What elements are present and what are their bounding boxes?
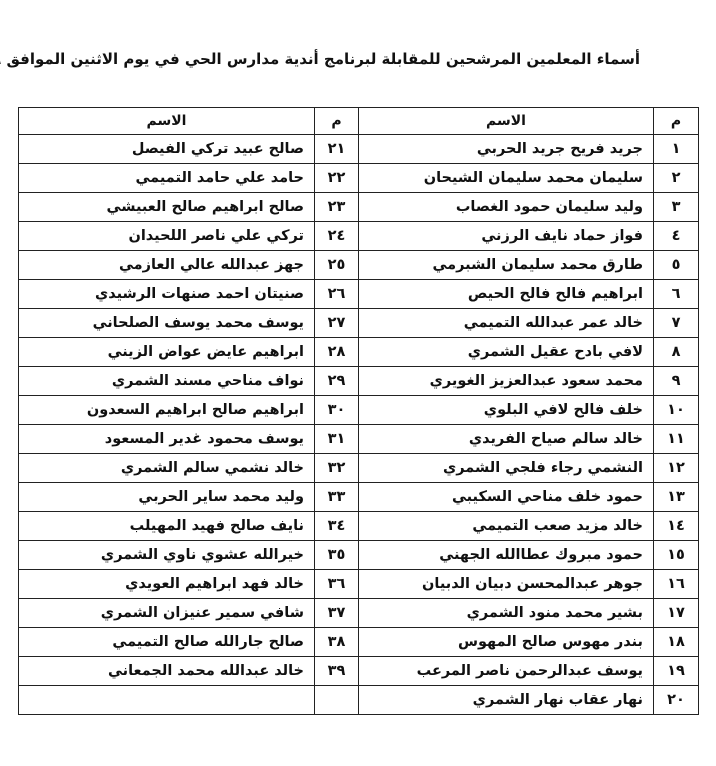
row-number-left: ٣٥ [315, 541, 359, 570]
teacher-name-left: خيرالله عشوي ناوي الشمري [19, 541, 315, 570]
table-row [19, 628, 699, 657]
teacher-name-right: طارق محمد سليمان الشبرمي [359, 251, 654, 280]
table-row [19, 280, 699, 309]
row-number-right: ٦ [654, 280, 699, 309]
table-row [19, 425, 699, 454]
row-number-right: ١٨ [654, 628, 699, 657]
header-num-right: م [654, 108, 699, 135]
teacher-name-left: خالد نشمي سالم الشمري [19, 454, 315, 483]
row-number-left: ٢٢ [315, 164, 359, 193]
row-number-right: ١٤ [654, 512, 699, 541]
teacher-name-right: جوهر عبدالمحسن دبيان الدبيان [359, 570, 654, 599]
teacher-name-right: جريد فريح جريد الحربي [359, 135, 654, 164]
table-row [19, 686, 699, 715]
header-name-left: الاسم [19, 108, 315, 135]
row-number-left: ٣٢ [315, 454, 359, 483]
header-name-right: الاسم [359, 108, 654, 135]
teacher-name-left: وليد محمد ساير الحربي [19, 483, 315, 512]
teacher-name-right: خالد عمر عبدالله التميمي [359, 309, 654, 338]
row-number-left: ٢٥ [315, 251, 359, 280]
table-row [19, 657, 699, 686]
teacher-name-left: خالد فهد ابراهيم العويدي [19, 570, 315, 599]
teacher-name-right: خلف فالح لافي البلوي [359, 396, 654, 425]
row-number-right: ١٠ [654, 396, 699, 425]
teacher-name-left: نايف صالح فهيد المهيلب [19, 512, 315, 541]
table-row [19, 251, 699, 280]
table-row [19, 309, 699, 338]
row-number-left: ٣٩ [315, 657, 359, 686]
teacher-name-left: صالح عبيد تركي الفيصل [19, 135, 315, 164]
table-row [19, 570, 699, 599]
teacher-name-left: حامد علي حامد التميمي [19, 164, 315, 193]
teacher-name-left: نواف مناحي مسند الشمري [19, 367, 315, 396]
row-number-right: ٤ [654, 222, 699, 251]
row-number-left: ٣٣ [315, 483, 359, 512]
table-header-row [19, 108, 699, 135]
row-number-right: ٨ [654, 338, 699, 367]
candidates-table [18, 107, 699, 715]
row-number-right: ٥ [654, 251, 699, 280]
row-number-right: ٧ [654, 309, 699, 338]
teacher-name-right: يوسف عبدالرحمن ناصر المرعب [359, 657, 654, 686]
table-row [19, 483, 699, 512]
teacher-name-right: لافي بادح عقيل الشمري [359, 338, 654, 367]
table-row [19, 135, 699, 164]
teacher-name-right: فواز حماد نايف الرزني [359, 222, 654, 251]
teacher-name-right: خالد سالم صياح الفريدي [359, 425, 654, 454]
table-row [19, 454, 699, 483]
teacher-name-right: حمود مبروك عطاالله الجهني [359, 541, 654, 570]
teacher-name-left: يوسف محمود غدير المسعود [19, 425, 315, 454]
row-number-right: ١٥ [654, 541, 699, 570]
row-number-right: ٩ [654, 367, 699, 396]
teacher-name-right: بشير محمد منود الشمري [359, 599, 654, 628]
teacher-name-right: سليمان محمد سليمان الشيحان [359, 164, 654, 193]
row-number-left: ٢٤ [315, 222, 359, 251]
row-number-left: ٣٠ [315, 396, 359, 425]
table-row [19, 193, 699, 222]
table-body [19, 135, 699, 715]
teacher-name-left: يوسف محمد يوسف الصلحاني [19, 309, 315, 338]
teacher-name-left: ابراهيم عايض عواض الزيني [19, 338, 315, 367]
table-row [19, 599, 699, 628]
teacher-name-left: صالح جارالله صالح التميمي [19, 628, 315, 657]
table-row [19, 338, 699, 367]
teacher-name-right: وليد سليمان حمود الغصاب [359, 193, 654, 222]
row-number-right: ١٢ [654, 454, 699, 483]
teacher-name-left [19, 686, 315, 715]
teacher-name-left: شافي سمير عنيزان الشمري [19, 599, 315, 628]
teacher-name-left: خالد عبدالله محمد الجمعاني [19, 657, 315, 686]
row-number-left: ٣٧ [315, 599, 359, 628]
teacher-name-right: بندر مهوس صالح المهوس [359, 628, 654, 657]
row-number-left: ٢٣ [315, 193, 359, 222]
teacher-name-left: صنيتان احمد صنهات الرشيدي [19, 280, 315, 309]
table-row [19, 541, 699, 570]
table-row [19, 367, 699, 396]
teacher-name-right: محمد سعود عبدالعزيز الغويري [359, 367, 654, 396]
row-number-left: ٣١ [315, 425, 359, 454]
row-number-right: ١٧ [654, 599, 699, 628]
row-number-right: ١٣ [654, 483, 699, 512]
row-number-right: ٢٠ [654, 686, 699, 715]
row-number-right: ١١ [654, 425, 699, 454]
row-number-left: ٢١ [315, 135, 359, 164]
table-row [19, 164, 699, 193]
teacher-name-right: خالد مزيد صعب التميمي [359, 512, 654, 541]
teacher-name-left: جهز عبدالله عالي العازمي [19, 251, 315, 280]
row-number-right: ٣ [654, 193, 699, 222]
row-number-left: ٣٦ [315, 570, 359, 599]
teacher-name-right: حمود خلف مناحي السكيبي [359, 483, 654, 512]
teacher-name-left: صالح ابراهيم صالح العبيشي [19, 193, 315, 222]
row-number-left: ٢٩ [315, 367, 359, 396]
teacher-name-left: تركي علي ناصر اللحيدان [19, 222, 315, 251]
row-number-left: ٣٨ [315, 628, 359, 657]
row-number-left: ٢٦ [315, 280, 359, 309]
row-number-right: ٢ [654, 164, 699, 193]
table-row [19, 512, 699, 541]
teacher-name-right: ابراهيم فالح فالح الحيص [359, 280, 654, 309]
row-number-left [315, 686, 359, 715]
page-title: أسماء المعلمين المرشحين للمقابلة لبرنامج أندية مدارس الحي في يوم الاثنين الموافق [6, 50, 640, 68]
row-number-right: ١٩ [654, 657, 699, 686]
row-number-right: ١٦ [654, 570, 699, 599]
row-number-left: ٣٤ [315, 512, 359, 541]
table-row [19, 396, 699, 425]
teacher-name-right: نهار عقاب نهار الشمري [359, 686, 654, 715]
table-row [19, 222, 699, 251]
row-number-right: ١ [654, 135, 699, 164]
teacher-name-right: النشمي رجاء فلجي الشمري [359, 454, 654, 483]
teacher-name-left: ابراهيم صالح ابراهيم السعدون [19, 396, 315, 425]
row-number-left: ٢٨ [315, 338, 359, 367]
row-number-left: ٢٧ [315, 309, 359, 338]
header-num-left: م [315, 108, 359, 135]
